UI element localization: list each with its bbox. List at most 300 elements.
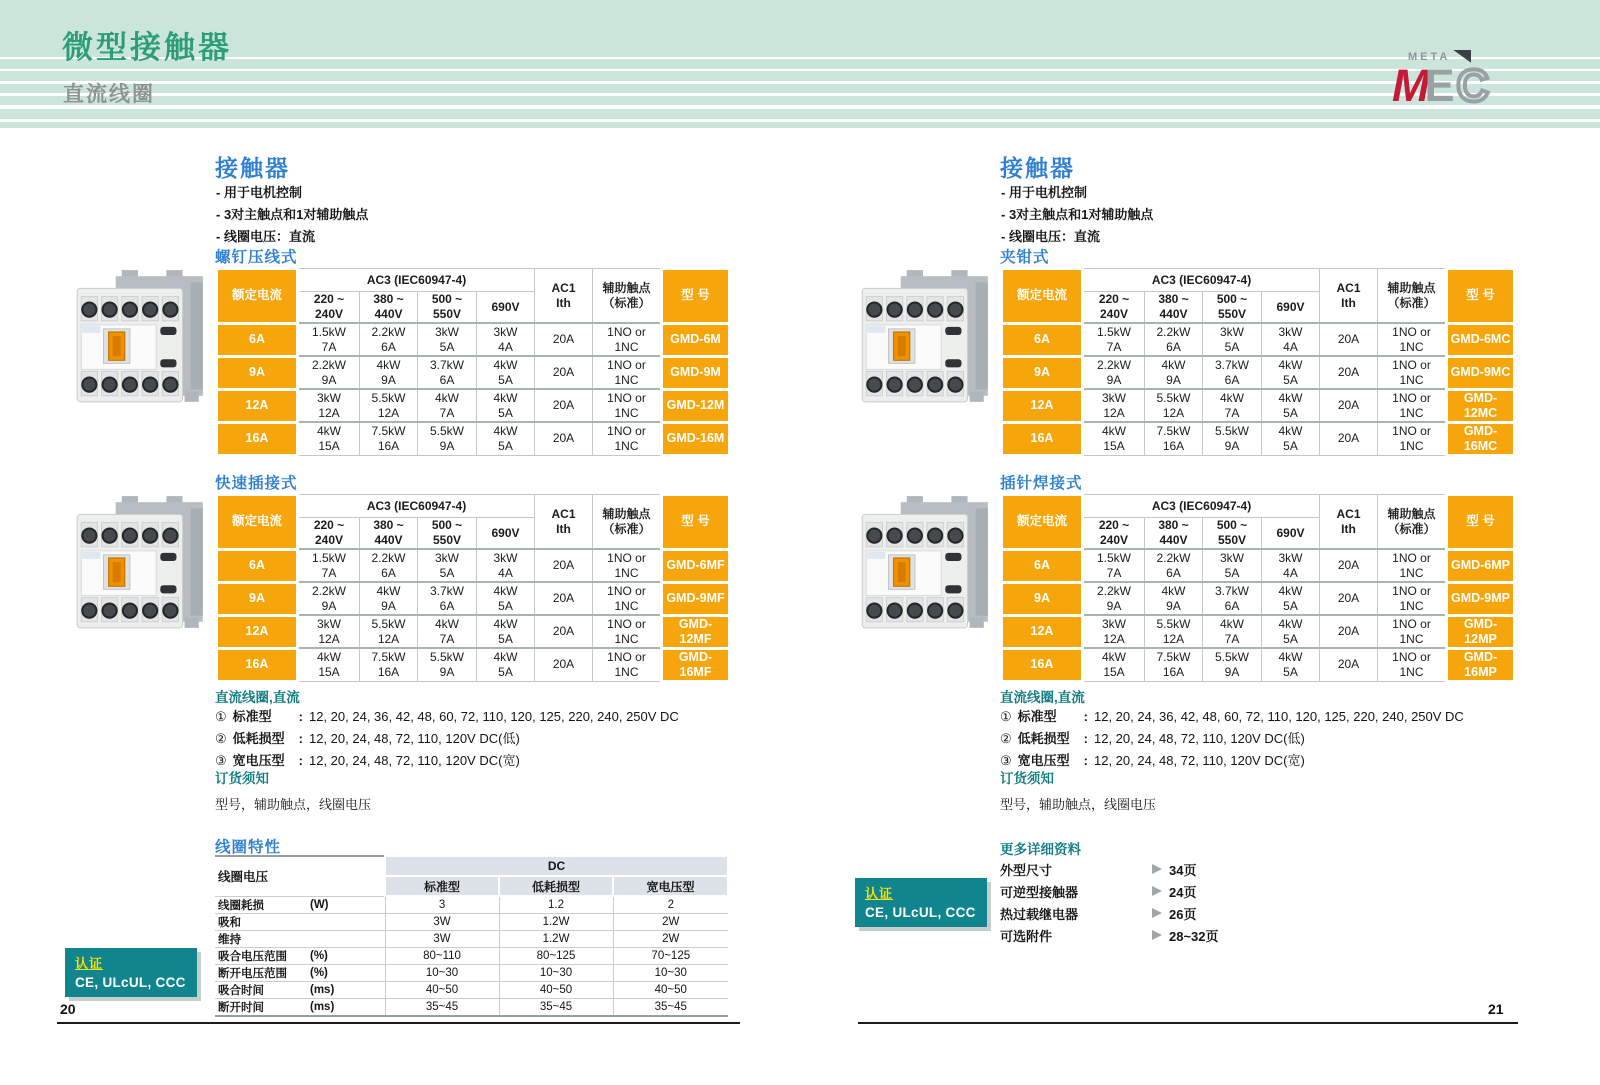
voltage-header: 220 ~ 240V bbox=[1083, 518, 1145, 550]
ac1-cell: 20A bbox=[535, 356, 593, 389]
feature-item: - 用于电机控制 bbox=[1001, 185, 1087, 200]
header-stripe bbox=[0, 105, 1600, 109]
power-rating-cell: 4kW 5A bbox=[477, 422, 535, 455]
model-cell: GMD-16MF bbox=[662, 648, 730, 681]
voltage-header: 690V bbox=[1262, 518, 1320, 550]
coil-char-unit bbox=[307, 913, 385, 930]
power-rating-cell: 3kW 12A bbox=[1083, 615, 1145, 648]
power-rating-cell: 5.5kW 12A bbox=[360, 389, 418, 422]
power-rating-cell: 3kW 4A bbox=[1262, 549, 1320, 582]
certification-badge bbox=[855, 878, 987, 927]
ratings-row bbox=[217, 615, 730, 648]
coil-char-row bbox=[215, 947, 728, 964]
ac1-header: AC1 Ith bbox=[1320, 269, 1378, 324]
power-rating-cell: 3.7kW 6A bbox=[418, 356, 477, 389]
power-rating-cell: 2.2kW 9A bbox=[298, 356, 360, 389]
model-header: 型 号 bbox=[662, 495, 730, 550]
dc-coil-heading: 直流线圈,直流 bbox=[215, 690, 300, 705]
aux-contact-header: 辅助触点 （标准） bbox=[1378, 269, 1447, 324]
power-rating-cell: 2.2kW 6A bbox=[1145, 323, 1203, 356]
power-rating-cell: 5.5kW 9A bbox=[1203, 422, 1262, 455]
power-rating-cell: 1.5kW 7A bbox=[298, 549, 360, 582]
power-rating-cell: 4kW 15A bbox=[298, 648, 360, 681]
rated-current-cell: 6A bbox=[217, 323, 298, 356]
aux-contact-cell: 1NO or 1NC bbox=[593, 389, 662, 422]
ordering-info bbox=[1000, 767, 1156, 813]
coil-char-label: 吸合电压范围 bbox=[215, 947, 307, 964]
coil-type-header: 低耗损型 bbox=[499, 876, 613, 896]
ratings-row bbox=[1002, 323, 1515, 356]
power-rating-cell: 2.2kW 6A bbox=[360, 323, 418, 356]
aux-contact-cell: 1NO or 1NC bbox=[593, 356, 662, 389]
more-info-item: 可逆型接触器 24页 bbox=[1000, 884, 1197, 900]
ratings-row bbox=[1002, 389, 1515, 422]
ratings-table-quick-connect bbox=[215, 493, 731, 683]
aux-contact-cell: 1NO or 1NC bbox=[1378, 648, 1447, 681]
ordering-text: 型号，辅助触点，线圈电压 bbox=[1000, 797, 1157, 812]
footer-rule-left bbox=[57, 1022, 740, 1024]
coil-char-value: 40~50 bbox=[499, 981, 613, 998]
product-photo-quick-connect bbox=[63, 488, 215, 640]
power-rating-cell: 7.5kW 16A bbox=[360, 422, 418, 455]
model-cell: GMD-9MC bbox=[1447, 356, 1515, 389]
voltage-header: 220 ~ 240V bbox=[1083, 292, 1145, 324]
voltage-header: 380 ~ 440V bbox=[360, 292, 418, 324]
section-heading-clamp: 夹钳式 bbox=[1000, 249, 1050, 266]
rated-current-cell: 6A bbox=[1002, 323, 1083, 356]
voltage-header: 500 ~ 550V bbox=[1203, 518, 1262, 550]
coil-char-unit: (%) bbox=[307, 947, 385, 964]
brand-logo bbox=[1392, 50, 1490, 111]
power-rating-cell: 4kW 9A bbox=[1145, 356, 1203, 389]
certification-heading: 认证 bbox=[75, 956, 104, 971]
voltage-header: 220 ~ 240V bbox=[298, 518, 360, 550]
power-rating-cell: 4kW 5A bbox=[1262, 422, 1320, 455]
coil-char-value: 80~110 bbox=[385, 947, 499, 964]
section-heading-screw-terminal: 螺钉压线式 bbox=[215, 249, 298, 266]
power-rating-cell: 4kW 5A bbox=[1262, 356, 1320, 389]
certification-text: CE, ULcUL, CCC bbox=[75, 975, 186, 990]
model-cell: GMD-16M bbox=[662, 422, 730, 455]
coil-option-standard: ① 标准型 : 12, 20, 24, 36, 42, 48, 60, 72, 110, 120, 125, 220, 240, 250V DC bbox=[1000, 709, 1464, 724]
header-stripe bbox=[0, 57, 1600, 59]
power-rating-cell: 5.5kW 12A bbox=[1145, 389, 1203, 422]
ac1-cell: 20A bbox=[535, 648, 593, 681]
power-rating-cell: 2.2kW 9A bbox=[1083, 356, 1145, 389]
ac1-cell: 20A bbox=[1320, 356, 1378, 389]
header-stripe bbox=[0, 122, 1600, 128]
coil-voltage-header: 线圈电压 bbox=[215, 856, 385, 896]
voltage-header: 690V bbox=[1262, 292, 1320, 324]
power-rating-cell: 3kW 12A bbox=[298, 615, 360, 648]
power-rating-cell: 1.5kW 7A bbox=[1083, 323, 1145, 356]
rated-current-header: 额定电流 bbox=[217, 495, 298, 550]
ac3-header: AC3 (IEC60947-4) bbox=[1083, 269, 1320, 292]
model-header: 型 号 bbox=[1447, 495, 1515, 550]
page-header bbox=[0, 0, 1600, 119]
coil-char-value: 1.2 bbox=[499, 896, 613, 913]
coil-char-row bbox=[215, 981, 728, 998]
power-rating-cell: 4kW 15A bbox=[1083, 648, 1145, 681]
page-number-right: 21 bbox=[1488, 1001, 1504, 1017]
coil-char-value: 35~45 bbox=[385, 998, 499, 1016]
section-heading-quick-connect: 快速插接式 bbox=[215, 475, 298, 492]
product-photo-pin-solder bbox=[848, 488, 1000, 640]
rated-current-header: 额定电流 bbox=[1002, 269, 1083, 324]
ac1-cell: 20A bbox=[1320, 549, 1378, 582]
power-rating-cell: 4kW 5A bbox=[1262, 582, 1320, 615]
ordering-heading: 订货须知 bbox=[1000, 771, 1054, 786]
power-rating-cell: 4kW 5A bbox=[477, 648, 535, 681]
power-rating-cell: 4kW 5A bbox=[1262, 648, 1320, 681]
power-rating-cell: 4kW 5A bbox=[477, 582, 535, 615]
ratings-row bbox=[1002, 648, 1515, 681]
coil-char-value: 1.2W bbox=[499, 930, 613, 947]
coil-characteristics-table bbox=[215, 855, 729, 1017]
power-rating-cell: 5.5kW 9A bbox=[1203, 648, 1262, 681]
ac1-header: AC1 Ith bbox=[535, 495, 593, 550]
coil-char-value: 35~45 bbox=[613, 998, 728, 1016]
ratings-table-screw-terminal bbox=[215, 267, 731, 457]
voltage-header: 500 ~ 550V bbox=[418, 518, 477, 550]
power-rating-cell: 3.7kW 6A bbox=[1203, 356, 1262, 389]
coil-char-row bbox=[215, 998, 728, 1016]
coil-char-label: 吸合时间 bbox=[215, 981, 307, 998]
power-rating-cell: 4kW 5A bbox=[477, 389, 535, 422]
coil-char-unit: (%) bbox=[307, 964, 385, 981]
power-rating-cell: 7.5kW 16A bbox=[1145, 648, 1203, 681]
feature-item: - 3对主触点和1对辅助触点 bbox=[216, 207, 369, 222]
coil-char-value: 40~50 bbox=[613, 981, 728, 998]
aux-contact-cell: 1NO or 1NC bbox=[1378, 323, 1447, 356]
power-rating-cell: 4kW 5A bbox=[1262, 389, 1320, 422]
header-stripe bbox=[0, 93, 1600, 96]
model-header: 型 号 bbox=[1447, 269, 1515, 324]
ac1-cell: 20A bbox=[535, 549, 593, 582]
rated-current-cell: 9A bbox=[1002, 356, 1083, 389]
model-cell: GMD-12MP bbox=[1447, 615, 1515, 648]
power-rating-cell: 4kW 7A bbox=[418, 615, 477, 648]
power-rating-cell: 2.2kW 9A bbox=[298, 582, 360, 615]
page-right-content bbox=[1000, 150, 1516, 1030]
ac1-cell: 20A bbox=[1320, 422, 1378, 455]
coil-char-label: 断开时间 bbox=[215, 998, 307, 1016]
coil-char-label: 线圈耗损 bbox=[215, 896, 307, 913]
ratings-row bbox=[217, 323, 730, 356]
more-info-item: 热过载继电器 26页 bbox=[1000, 906, 1197, 922]
ac1-cell: 20A bbox=[535, 389, 593, 422]
coil-char-value: 80~125 bbox=[499, 947, 613, 964]
more-info bbox=[1000, 838, 1380, 946]
dc-coil-heading: 直流线圈,直流 bbox=[1000, 690, 1085, 705]
power-rating-cell: 5.5kW 9A bbox=[418, 648, 477, 681]
power-rating-cell: 2.2kW 6A bbox=[1145, 549, 1203, 582]
coil-char-value: 10~30 bbox=[499, 964, 613, 981]
ordering-text: 型号，辅助触点，线圈电压 bbox=[215, 797, 372, 812]
coil-option-low-consumption: ② 低耗损型 : 12, 20, 24, 48, 72, 110, 120V DC(低) bbox=[1000, 731, 1305, 746]
rated-current-cell: 16A bbox=[1002, 648, 1083, 681]
section-heading-pin-solder: 插针焊接式 bbox=[1000, 475, 1083, 492]
page-subtitle: 直流线圈 bbox=[63, 83, 155, 106]
arrow-icon bbox=[1152, 908, 1162, 918]
aux-contact-cell: 1NO or 1NC bbox=[593, 615, 662, 648]
coil-option-wide-voltage: ③ 宽电压型 : 12, 20, 24, 48, 72, 110, 120V DC(宽) bbox=[1000, 753, 1305, 768]
page-number-left: 20 bbox=[60, 1001, 76, 1017]
power-rating-cell: 3kW 4A bbox=[477, 323, 535, 356]
model-cell: GMD-6MP bbox=[1447, 549, 1515, 582]
rated-current-cell: 6A bbox=[217, 549, 298, 582]
aux-contact-cell: 1NO or 1NC bbox=[1378, 389, 1447, 422]
model-cell: GMD-16MP bbox=[1447, 648, 1515, 681]
voltage-header: 500 ~ 550V bbox=[1203, 292, 1262, 324]
rated-current-cell: 16A bbox=[1002, 422, 1083, 455]
ordering-heading: 订货须知 bbox=[215, 771, 269, 786]
ratings-row bbox=[217, 356, 730, 389]
product-photo-clamp bbox=[848, 262, 1000, 414]
coil-char-value: 70~125 bbox=[613, 947, 728, 964]
model-cell: GMD-6MF bbox=[662, 549, 730, 582]
model-cell: GMD-12MC bbox=[1447, 389, 1515, 422]
coil-char-unit: (W) bbox=[307, 896, 385, 913]
coil-char-label: 吸和 bbox=[215, 913, 307, 930]
aux-contact-cell: 1NO or 1NC bbox=[593, 422, 662, 455]
power-rating-cell: 4kW 5A bbox=[477, 356, 535, 389]
product-photo-screw-terminal bbox=[63, 262, 215, 414]
power-rating-cell: 1.5kW 7A bbox=[298, 323, 360, 356]
ac1-header: AC1 Ith bbox=[535, 269, 593, 324]
certification-text: CE, ULcUL, CCC bbox=[865, 905, 976, 920]
coil-char-unit: (ms) bbox=[307, 998, 385, 1016]
contactor-title: 接触器 bbox=[215, 155, 290, 181]
ac1-cell: 20A bbox=[535, 422, 593, 455]
ratings-row bbox=[1002, 615, 1515, 648]
power-rating-cell: 1.5kW 7A bbox=[1083, 549, 1145, 582]
certification-heading: 认证 bbox=[865, 886, 894, 901]
power-rating-cell: 4kW 9A bbox=[360, 582, 418, 615]
ratings-row bbox=[1002, 422, 1515, 455]
ac1-header: AC1 Ith bbox=[1320, 495, 1378, 550]
arrow-icon bbox=[1152, 886, 1162, 896]
arrow-icon bbox=[1152, 930, 1162, 940]
coil-option-standard: ① 标准型 : 12, 20, 24, 36, 42, 48, 60, 72, 110, 120, 125, 220, 240, 250V DC bbox=[215, 709, 679, 724]
ratings-table-pin-solder bbox=[1000, 493, 1516, 683]
aux-contact-cell: 1NO or 1NC bbox=[593, 648, 662, 681]
voltage-header: 380 ~ 440V bbox=[360, 518, 418, 550]
ratings-row bbox=[1002, 582, 1515, 615]
power-rating-cell: 2.2kW 9A bbox=[1083, 582, 1145, 615]
coil-char-unit: (ms) bbox=[307, 981, 385, 998]
coil-char-label: 断开电压范围 bbox=[215, 964, 307, 981]
ac1-cell: 20A bbox=[1320, 582, 1378, 615]
power-rating-cell: 3kW 5A bbox=[418, 549, 477, 582]
rated-current-cell: 16A bbox=[217, 422, 298, 455]
catalog-page-left bbox=[55, 150, 745, 1030]
aux-contact-header: 辅助触点 （标准） bbox=[1378, 495, 1447, 550]
coil-char-row bbox=[215, 964, 728, 981]
power-rating-cell: 2.2kW 6A bbox=[360, 549, 418, 582]
logo-mec-text: M E C bbox=[1392, 60, 1490, 111]
aux-contact-cell: 1NO or 1NC bbox=[1378, 582, 1447, 615]
feature-item: - 用于电机控制 bbox=[216, 185, 302, 200]
model-header: 型 号 bbox=[662, 269, 730, 324]
voltage-header: 500 ~ 550V bbox=[418, 292, 477, 324]
coil-char-value: 3W bbox=[385, 913, 499, 930]
coil-char-value: 3 bbox=[385, 896, 499, 913]
feature-list bbox=[216, 182, 368, 248]
more-info-heading: 更多详细资料 bbox=[1000, 842, 1081, 857]
aux-contact-header: 辅助触点 （标准） bbox=[593, 269, 662, 324]
power-rating-cell: 4kW 15A bbox=[298, 422, 360, 455]
ratings-table-clamp bbox=[1000, 267, 1516, 457]
model-cell: GMD-12MF bbox=[662, 615, 730, 648]
power-rating-cell: 5.5kW 12A bbox=[360, 615, 418, 648]
power-rating-cell: 3.7kW 6A bbox=[1203, 582, 1262, 615]
more-info-item: 外型尺寸 34页 bbox=[1000, 862, 1197, 878]
feature-list bbox=[1001, 182, 1153, 248]
catalog-page-right bbox=[840, 150, 1530, 1030]
voltage-header: 380 ~ 440V bbox=[1145, 292, 1203, 324]
rated-current-cell: 12A bbox=[1002, 389, 1083, 422]
ordering-info bbox=[215, 767, 371, 813]
model-cell: GMD-9M bbox=[662, 356, 730, 389]
coil-char-value: 1.2W bbox=[499, 913, 613, 930]
voltage-header: 380 ~ 440V bbox=[1145, 518, 1203, 550]
power-rating-cell: 3kW 12A bbox=[298, 389, 360, 422]
model-cell: GMD-6M bbox=[662, 323, 730, 356]
dc-header: DC bbox=[385, 856, 728, 876]
model-cell: GMD-9MF bbox=[662, 582, 730, 615]
coil-type-header: 宽电压型 bbox=[613, 876, 728, 896]
coil-char-unit bbox=[307, 930, 385, 947]
power-rating-cell: 3kW 5A bbox=[1203, 549, 1262, 582]
coil-option-wide-voltage: ③ 宽电压型 : 12, 20, 24, 48, 72, 110, 120V DC(宽) bbox=[215, 753, 520, 768]
aux-contact-cell: 1NO or 1NC bbox=[1378, 615, 1447, 648]
power-rating-cell: 4kW 15A bbox=[1083, 422, 1145, 455]
ratings-row bbox=[217, 389, 730, 422]
coil-char-value: 2 bbox=[613, 896, 728, 913]
voltage-header: 220 ~ 240V bbox=[298, 292, 360, 324]
aux-contact-cell: 1NO or 1NC bbox=[593, 549, 662, 582]
page-left-content bbox=[215, 150, 731, 1030]
ac1-cell: 20A bbox=[535, 323, 593, 356]
power-rating-cell: 5.5kW 9A bbox=[418, 422, 477, 455]
ratings-row bbox=[1002, 356, 1515, 389]
power-rating-cell: 4kW 7A bbox=[1203, 389, 1262, 422]
rated-current-cell: 12A bbox=[1002, 615, 1083, 648]
power-rating-cell: 3kW 4A bbox=[477, 549, 535, 582]
aux-contact-cell: 1NO or 1NC bbox=[1378, 356, 1447, 389]
coil-char-value: 3W bbox=[385, 930, 499, 947]
power-rating-cell: 4kW 7A bbox=[1203, 615, 1262, 648]
rated-current-cell: 9A bbox=[217, 582, 298, 615]
power-rating-cell: 4kW 5A bbox=[477, 615, 535, 648]
aux-contact-cell: 1NO or 1NC bbox=[593, 323, 662, 356]
feature-item: - 线圈电压：直流 bbox=[216, 229, 315, 244]
power-rating-cell: 4kW 9A bbox=[1145, 582, 1203, 615]
coil-char-value: 10~30 bbox=[613, 964, 728, 981]
footer-rule-right bbox=[858, 1022, 1518, 1024]
ac1-cell: 20A bbox=[1320, 615, 1378, 648]
aux-contact-cell: 1NO or 1NC bbox=[593, 582, 662, 615]
power-rating-cell: 3.7kW 6A bbox=[418, 582, 477, 615]
coil-char-label: 维持 bbox=[215, 930, 307, 947]
ac3-header: AC3 (IEC60947-4) bbox=[298, 495, 535, 518]
dc-coil-info bbox=[1000, 686, 1516, 772]
ac3-header: AC3 (IEC60947-4) bbox=[1083, 495, 1320, 518]
power-rating-cell: 5.5kW 12A bbox=[1145, 615, 1203, 648]
power-rating-cell: 3kW 5A bbox=[418, 323, 477, 356]
power-rating-cell: 4kW 9A bbox=[360, 356, 418, 389]
coil-char-value: 40~50 bbox=[385, 981, 499, 998]
power-rating-cell: 7.5kW 16A bbox=[1145, 422, 1203, 455]
rated-current-cell: 9A bbox=[217, 356, 298, 389]
coil-char-value: 2W bbox=[613, 913, 728, 930]
rated-current-header: 额定电流 bbox=[1002, 495, 1083, 550]
coil-characteristics-heading: 线圈特性 bbox=[215, 839, 282, 856]
arrow-icon bbox=[1152, 864, 1162, 874]
header-stripe bbox=[0, 69, 1600, 71]
ratings-row bbox=[217, 648, 730, 681]
header-stripe bbox=[0, 81, 1600, 84]
power-rating-cell: 4kW 5A bbox=[1262, 615, 1320, 648]
rated-current-cell: 12A bbox=[217, 615, 298, 648]
ratings-row bbox=[217, 582, 730, 615]
dc-coil-info bbox=[215, 686, 731, 772]
model-cell: GMD-16MC bbox=[1447, 422, 1515, 455]
model-cell: GMD-9MP bbox=[1447, 582, 1515, 615]
model-cell: GMD-12M bbox=[662, 389, 730, 422]
ac1-cell: 20A bbox=[535, 615, 593, 648]
ratings-row bbox=[217, 422, 730, 455]
feature-item: - 线圈电压：直流 bbox=[1001, 229, 1100, 244]
more-info-item: 可选附件 28~32页 bbox=[1000, 928, 1219, 944]
logo-meta-text: META bbox=[1408, 51, 1451, 63]
ac1-cell: 20A bbox=[1320, 648, 1378, 681]
coil-type-header: 标准型 bbox=[385, 876, 499, 896]
page-title: 微型接触器 bbox=[62, 30, 232, 65]
ac1-cell: 20A bbox=[1320, 323, 1378, 356]
certification-badge bbox=[65, 948, 197, 997]
feature-item: - 3对主触点和1对辅助触点 bbox=[1001, 207, 1154, 222]
power-rating-cell: 7.5kW 16A bbox=[360, 648, 418, 681]
voltage-header: 690V bbox=[477, 518, 535, 550]
coil-char-value: 2W bbox=[613, 930, 728, 947]
power-rating-cell: 3kW 12A bbox=[1083, 389, 1145, 422]
coil-char-row bbox=[215, 913, 728, 930]
ac1-cell: 20A bbox=[535, 582, 593, 615]
rated-current-cell: 16A bbox=[217, 648, 298, 681]
ratings-row bbox=[1002, 549, 1515, 582]
rated-current-header: 额定电流 bbox=[217, 269, 298, 324]
power-rating-cell: 4kW 7A bbox=[418, 389, 477, 422]
coil-char-value: 35~45 bbox=[499, 998, 613, 1016]
ratings-row bbox=[217, 549, 730, 582]
aux-contact-cell: 1NO or 1NC bbox=[1378, 549, 1447, 582]
coil-char-row bbox=[215, 930, 728, 947]
aux-contact-header: 辅助触点 （标准） bbox=[593, 495, 662, 550]
rated-current-cell: 6A bbox=[1002, 549, 1083, 582]
model-cell: GMD-6MC bbox=[1447, 323, 1515, 356]
coil-option-low-consumption: ② 低耗损型 : 12, 20, 24, 48, 72, 110, 120V DC(低) bbox=[215, 731, 520, 746]
rated-current-cell: 12A bbox=[217, 389, 298, 422]
coil-char-value: 10~30 bbox=[385, 964, 499, 981]
coil-char-row bbox=[215, 896, 728, 913]
ac3-header: AC3 (IEC60947-4) bbox=[298, 269, 535, 292]
ac1-cell: 20A bbox=[1320, 389, 1378, 422]
power-rating-cell: 3kW 4A bbox=[1262, 323, 1320, 356]
aux-contact-cell: 1NO or 1NC bbox=[1378, 422, 1447, 455]
power-rating-cell: 3kW 5A bbox=[1203, 323, 1262, 356]
